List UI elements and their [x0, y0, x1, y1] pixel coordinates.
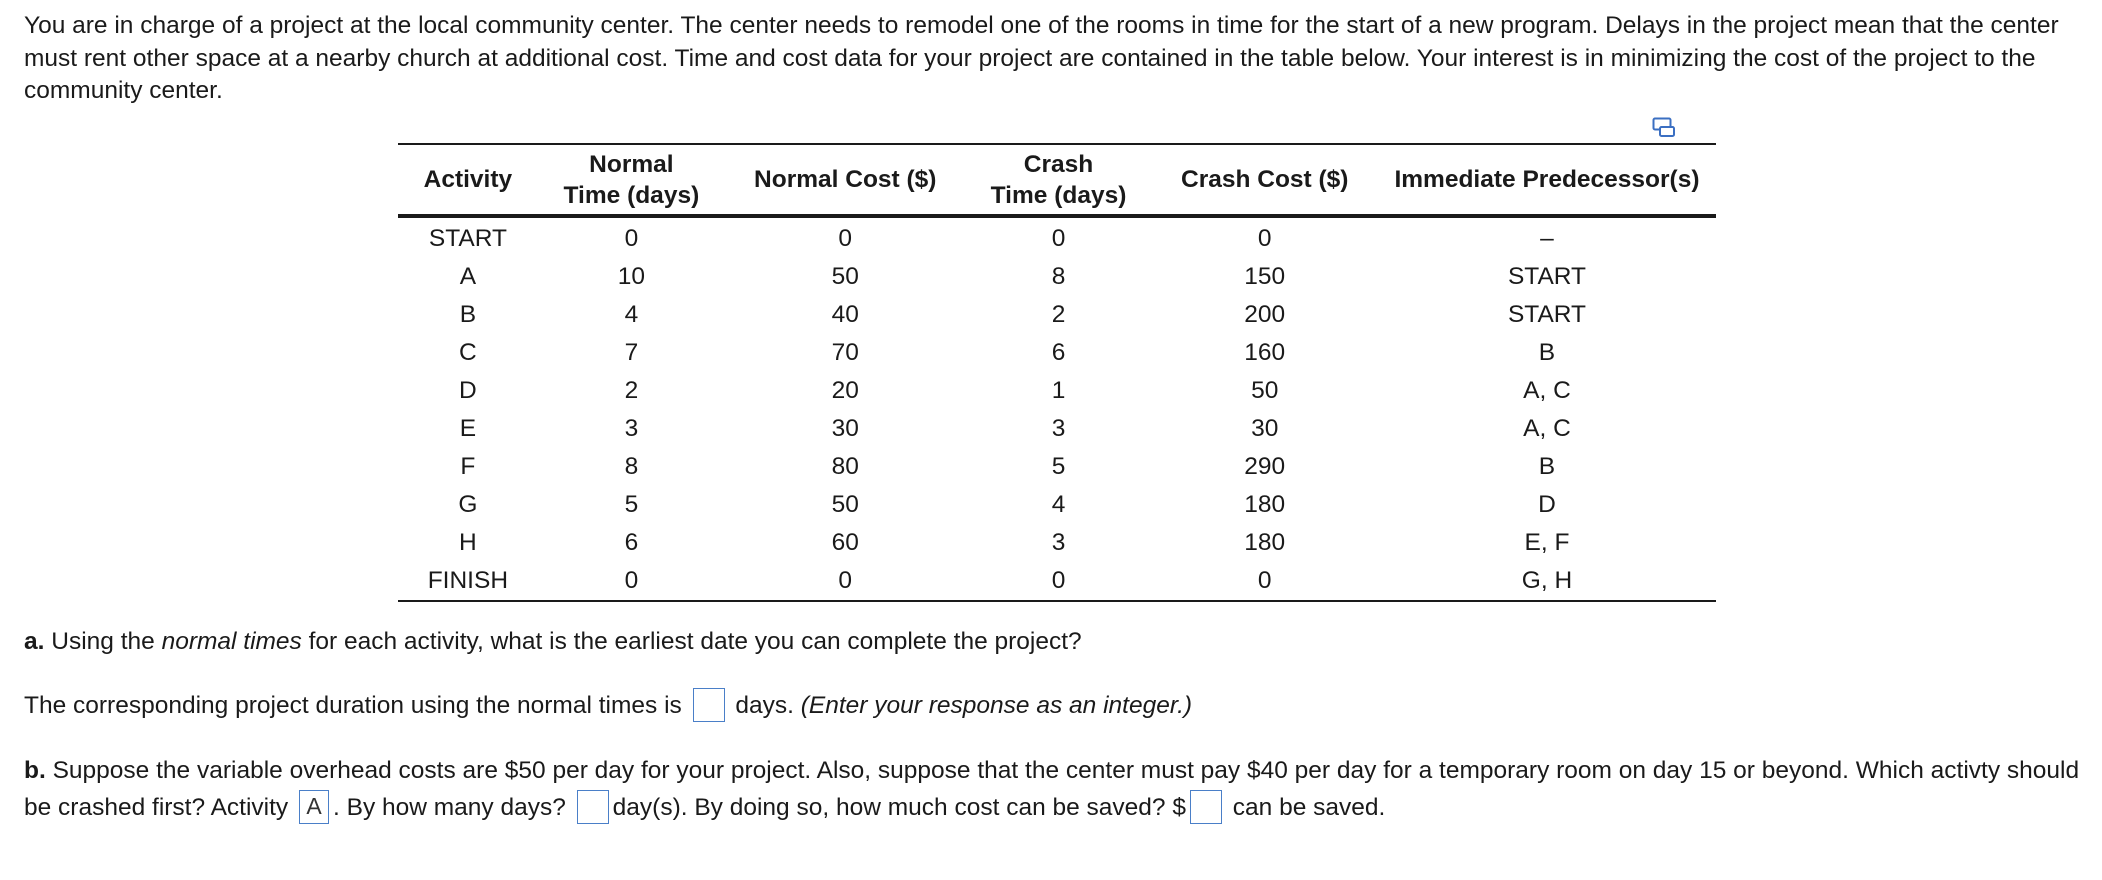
table-row — [398, 448, 1716, 486]
cell-crash-cost: 160 — [1244, 339, 1286, 366]
cell-normal-cost: 0 — [838, 567, 853, 594]
cell-crash-cost: 0 — [1257, 225, 1272, 252]
question-b-label: b. — [24, 757, 46, 784]
cell-normal-cost: 70 — [831, 339, 859, 366]
cell-predecessors: A, C — [1523, 377, 1571, 404]
cell-crash-cost: 180 — [1244, 529, 1286, 556]
cell-activity: B — [459, 301, 477, 328]
cell-crash-time: 3 — [1051, 415, 1066, 442]
cell-crash-time: 3 — [1051, 529, 1066, 556]
problem-intro: You are in charge of a project at the local community center. The center needs to remodel one of the rooms in time for the start of a new program. Delays in the project mean that the center must rent other space at a nearby church at additional cost. Time and cost data for your project are contained in the table below. Your interest is in minimizing the cost of the project to the community center. — [24, 12, 2059, 104]
cell-crash-cost: 180 — [1244, 491, 1286, 518]
question-b-text-1: Suppose the variable overhead costs are $50 per day for your project. Also, suppose that the center must pay $40 per day for a temporary room on day 15 or beyond. Which activty should be crashed first? Activity — [24, 757, 2080, 821]
cell-predecessors: D — [1538, 491, 1556, 518]
table-row — [398, 410, 1716, 448]
cell-predecessors: START — [1507, 263, 1586, 290]
header-crash-time — [966, 144, 1152, 216]
cell-crash-time: 6 — [1051, 339, 1066, 366]
table-row — [398, 562, 1716, 601]
cell-crash-cost: 30 — [1251, 415, 1279, 442]
cell-normal-time: 8 — [624, 453, 639, 480]
question-a-text-2: for each activity, what is the earliest date you can complete the project? — [301, 628, 1082, 655]
cell-crash-cost: 0 — [1257, 567, 1272, 594]
cell-crash-time: 0 — [1051, 567, 1066, 594]
table-header-row — [398, 144, 1716, 216]
activity-table — [398, 143, 1716, 602]
table-row — [398, 372, 1716, 410]
cell-predecessors: A, C — [1523, 415, 1571, 442]
cell-normal-time: 6 — [624, 529, 639, 556]
question-b-text-4: can be saved. — [1226, 794, 1386, 821]
cell-normal-cost: 0 — [838, 225, 853, 252]
cell-crash-cost: 150 — [1244, 263, 1286, 290]
table-row — [398, 524, 1716, 562]
cell-crash-time: 2 — [1051, 301, 1066, 328]
table-row — [398, 486, 1716, 524]
cell-activity: D — [459, 377, 477, 404]
cell-predecessors: START — [1507, 301, 1586, 328]
cell-crash-cost: 200 — [1244, 301, 1286, 328]
table-row — [398, 258, 1716, 296]
cell-crash-time: 5 — [1051, 453, 1066, 480]
header-normal-cost: Normal Cost ($) — [754, 166, 937, 193]
cell-predecessors: G, H — [1521, 567, 1573, 594]
cell-normal-cost: 20 — [831, 377, 859, 404]
header-crash-cost: Crash Cost ($) — [1181, 166, 1349, 193]
cell-crash-time: 1 — [1051, 377, 1066, 404]
cell-predecessors: B — [1538, 339, 1556, 366]
cell-activity: F — [460, 453, 476, 480]
response-prefix: The corresponding project duration using the normal times is — [24, 692, 689, 719]
cell-activity: G — [458, 491, 478, 518]
cell-normal-time: 0 — [624, 567, 639, 594]
header-normal-time — [538, 144, 725, 216]
question-b-text-3: day(s). By doing so, how much cost can be saved? $ — [612, 794, 1186, 821]
cell-activity: H — [459, 529, 477, 556]
cell-crash-time: 0 — [1051, 225, 1066, 252]
table-row — [398, 334, 1716, 372]
table-row — [398, 216, 1716, 258]
cell-activity: C — [459, 339, 477, 366]
cell-normal-cost: 40 — [831, 301, 859, 328]
cost-saved-input[interactable] — [1190, 790, 1222, 824]
cell-normal-cost: 50 — [831, 263, 859, 290]
cell-normal-cost: 30 — [831, 415, 859, 442]
question-b — [24, 752, 2084, 826]
response-suffix: days. — [728, 692, 801, 719]
cell-crash-cost: 50 — [1251, 377, 1279, 404]
cell-activity: START — [428, 225, 507, 252]
cell-activity: A — [459, 263, 477, 290]
cell-normal-cost: 60 — [831, 529, 859, 556]
cell-normal-cost: 50 — [831, 491, 859, 518]
cell-normal-time: 3 — [624, 415, 639, 442]
header-predecessors: Immediate Predecessor(s) — [1394, 166, 1700, 193]
cell-normal-time: 7 — [624, 339, 639, 366]
cell-normal-time: 2 — [624, 377, 639, 404]
days-input[interactable] — [577, 790, 609, 824]
cell-normal-time: 10 — [617, 263, 646, 290]
question-a-italic: normal times — [161, 628, 302, 655]
header-crash-time-line1: Crash — [1023, 150, 1094, 178]
cell-activity: FINISH — [427, 567, 509, 594]
question-b-text-2: . By how many days? — [332, 794, 573, 821]
cell-predecessors: B — [1538, 453, 1556, 480]
copy-table-icon[interactable] — [1652, 117, 1676, 139]
question-a — [24, 623, 2084, 660]
activity-input[interactable]: A — [299, 790, 329, 824]
cell-predecessors: – — [1540, 225, 1554, 252]
cell-normal-time: 4 — [624, 301, 639, 328]
cell-crash-cost: 290 — [1244, 453, 1286, 480]
cell-normal-time: 0 — [624, 225, 639, 252]
cell-crash-time: 8 — [1051, 263, 1066, 290]
cell-crash-time: 4 — [1051, 491, 1066, 518]
header-crash-time-line2: Time (days) — [990, 181, 1127, 209]
header-activity: Activity — [423, 166, 513, 193]
question-a-response — [24, 687, 2084, 724]
cell-normal-time: 5 — [624, 491, 639, 518]
duration-input[interactable] — [693, 688, 725, 722]
table-row — [398, 296, 1716, 334]
cell-activity: E — [459, 415, 477, 442]
cell-normal-cost: 80 — [831, 453, 859, 480]
header-normal-time-line2: Time (days) — [563, 181, 700, 209]
question-a-label: a. — [24, 628, 45, 655]
header-normal-time-line1: Normal — [589, 150, 674, 178]
question-a-text-1: Using the — [44, 628, 162, 655]
response-hint: (Enter your response as an integer.) — [800, 692, 1193, 719]
cell-predecessors: E, F — [1524, 529, 1570, 556]
